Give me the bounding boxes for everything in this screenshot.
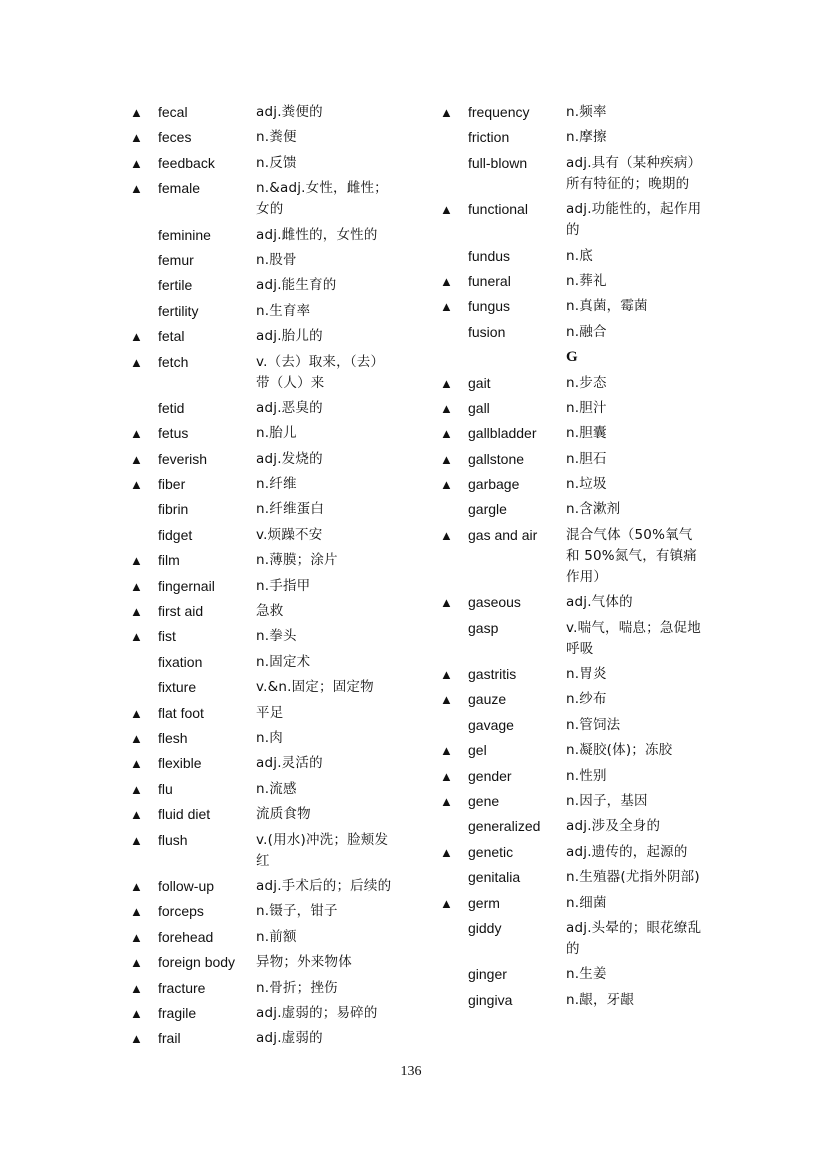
vocabulary-entry [130,952,430,973]
vocabulary-entry [440,271,740,292]
entry-term: flexible [158,755,202,772]
triangle-marker-icon: ▲ [440,426,453,442]
entry-term: gasp [468,619,499,636]
entry-definition: n.真菌，霉菌 [566,298,648,315]
entry-definition: adj.气体的 [566,594,633,611]
entry-definition: adj.能生育的 [256,277,337,294]
entry-term: genitalia [468,869,521,886]
vocabulary-entry [130,102,430,123]
entry-term: gauze [468,691,507,708]
triangle-marker-icon: ▲ [440,743,453,759]
entry-definition: n.生殖器(尤指外阴部) [566,869,700,886]
entry-term: fertility [158,302,199,319]
vocabulary-entry [440,791,740,812]
entry-term: generalized [468,818,541,835]
vocabulary-entry [130,753,430,774]
vocabulary-entry [130,127,430,148]
vocabulary-entry [130,326,430,347]
entry-definition: n.薄膜；涂片 [256,552,338,569]
entry-definition: v.烦躁不安 [256,526,323,543]
triangle-marker-icon: ▲ [130,130,143,146]
vocabulary-entry [440,102,740,123]
triangle-marker-icon: ▲ [130,730,143,746]
triangle-marker-icon: ▲ [440,692,453,708]
entry-definition: n.骨折；挫伤 [256,979,338,996]
vocabulary-entry [440,918,740,960]
triangle-marker-icon: ▲ [440,400,453,416]
entry-definition: n.胎儿 [256,425,297,442]
entry-definition: n.纤维蛋白 [256,501,325,518]
triangle-marker-icon: ▲ [440,299,453,315]
vocabulary-entry [130,677,430,698]
entry-term: gall [468,399,490,416]
vocabulary-entry [130,398,430,419]
vocabulary-entry [130,626,430,647]
triangle-marker-icon: ▲ [130,1005,143,1021]
entry-term: flesh [158,729,188,746]
entry-term: genetic [468,843,514,860]
vocabulary-entry [440,322,740,343]
entry-term: feces [158,129,192,146]
entry-term: fiber [158,476,186,493]
entry-term: fibrin [158,501,189,518]
vocabulary-entry [130,449,430,470]
vocabulary-entry [130,576,430,597]
vocabulary-entry [130,499,430,520]
entry-definition: n.生育率 [256,302,311,319]
entry-term: female [158,180,201,197]
entry-term: gingiva [468,991,513,1008]
entry-term: fusion [468,323,506,340]
entry-definition: adj.功能性的，起作用的 [566,201,702,239]
entry-definition: adj.遗传的，起源的 [566,843,688,860]
triangle-marker-icon: ▲ [440,768,453,784]
vocabulary-entry [130,550,430,571]
triangle-marker-icon: ▲ [130,155,143,171]
entry-definition: n.步态 [566,374,607,391]
triangle-marker-icon: ▲ [130,329,143,345]
entry-term: gender [468,767,512,784]
entry-definition: n.管饲法 [566,716,621,733]
right-column-f-entries [440,102,740,343]
entry-definition: adj.灵活的 [256,755,323,772]
entry-definition: adj.具有（某种疾病）所有特征的；晚期的 [566,154,702,192]
entry-definition: n.凝胶(体)；冻胶 [566,742,673,759]
triangle-marker-icon: ▲ [440,202,453,218]
entry-term: fidget [158,526,193,543]
entry-definition: n.肉 [256,729,283,746]
vocabulary-entry [130,178,430,220]
vocabulary-entry [130,1028,430,1049]
right-column-g-entries [440,373,740,1011]
entry-term: funeral [468,272,511,289]
triangle-marker-icon: ▲ [130,105,143,120]
entry-term: fetid [158,399,185,416]
triangle-marker-icon: ▲ [130,553,143,569]
vocabulary-entry [440,766,740,787]
entry-definition: n.前额 [256,928,297,945]
entry-term: fetal [158,328,185,345]
vocabulary-entry [440,664,740,685]
entry-definition: 流质食物 [256,806,311,823]
entry-term: gel [468,742,487,759]
page-number: 136 [400,1064,422,1079]
triangle-marker-icon: ▲ [440,375,453,391]
entry-term: fetch [158,353,189,370]
triangle-marker-icon: ▲ [130,832,143,848]
vocabulary-entry [130,275,430,296]
triangle-marker-icon: ▲ [130,604,143,620]
vocabulary-entry [440,499,740,520]
entry-definition: n.性别 [566,767,607,784]
entry-term: gallstone [468,450,525,467]
entry-term: fertile [158,277,193,294]
entry-term: fluid diet [158,806,211,823]
entry-term: gastritis [468,666,517,683]
vocabulary-entry [130,978,430,999]
entry-definition: n.手指甲 [256,577,311,594]
entry-term: full-blown [468,154,528,171]
section-letter-heading: G [566,349,578,366]
triangle-marker-icon: ▲ [130,781,143,797]
triangle-marker-icon: ▲ [440,273,453,289]
entry-definition: n.粪便 [256,129,297,146]
triangle-marker-icon: ▲ [130,1031,143,1047]
entry-definition: n.因子，基因 [566,792,648,809]
entry-term: film [158,552,180,569]
entry-definition: n.融合 [566,323,607,340]
entry-definition: n.龈，牙龈 [566,991,635,1008]
entry-term: gaseous [468,594,521,611]
vocabulary-entry [440,153,740,195]
entry-definition: n.细菌 [566,894,607,911]
triangle-marker-icon: ▲ [130,878,143,894]
vocabulary-entry [440,199,740,241]
entry-term: giddy [468,919,502,936]
entry-term: frail [158,1030,181,1047]
vocabulary-entry [130,225,430,246]
triangle-marker-icon: ▲ [440,527,453,543]
triangle-marker-icon: ▲ [130,980,143,996]
vocabulary-entry [130,927,430,948]
vocabulary-entry [440,398,740,419]
vocabulary-entry [130,901,430,922]
triangle-marker-icon: ▲ [130,807,143,823]
vocabulary-entry [440,373,740,394]
vocabulary-entry [130,779,430,800]
entry-term: functional [468,201,528,218]
vocabulary-entry [440,816,740,837]
entry-definition: adj.虚弱的 [256,1030,323,1047]
vocabulary-entry [440,990,740,1011]
entry-term: flush [158,831,188,848]
entry-definition: n.镊子，钳子 [256,903,338,920]
entry-definition: n.胆石 [566,450,607,467]
entry-definition: adj.头晕的；眼花缭乱的 [566,919,702,957]
triangle-marker-icon: ▲ [130,929,143,945]
entry-definition: n.摩擦 [566,129,607,146]
vocabulary-entry [130,525,430,546]
entry-term: frequency [468,104,530,120]
entry-definition: v.(用水)冲洗；脸颊发红 [256,831,389,869]
entry-term: feverish [158,450,208,467]
entry-term: foreign body [158,954,236,971]
triangle-marker-icon: ▲ [440,895,453,911]
vocabulary-entry [440,525,740,588]
vocabulary-entry [440,246,740,267]
triangle-marker-icon: ▲ [440,451,453,467]
entry-definition: adj.手术后的；后续的 [256,877,392,894]
entry-term: gavage [468,716,514,733]
entry-definition: n.胆汁 [566,399,607,416]
triangle-marker-icon: ▲ [130,426,143,442]
vocabulary-entry [130,703,430,724]
vocabulary-entry [130,250,430,271]
vocabulary-entry [440,618,740,660]
entry-term: fingernail [158,577,215,594]
vocabulary-entry [130,301,430,322]
entry-term: feminine [158,226,211,243]
entry-term: follow-up [158,877,215,894]
entry-term: fixation [158,653,203,670]
entry-term: friction [468,129,510,146]
entry-term: gargle [468,501,507,518]
entry-definition: n.频率 [566,104,607,120]
entry-term: femur [158,251,194,268]
entry-term: forehead [158,928,214,945]
entry-definition: v.（去）取来，（去）带（人）来 [256,353,385,391]
vocabulary-entry [440,127,740,148]
entry-definition: n.含漱剂 [566,501,621,518]
entry-definition: v.&n.固定；固定物 [256,679,374,696]
entry-definition: 混合气体（50%氧气和 50%氮气，有镇痛作用） [566,526,697,585]
entry-definition: 异物；外来物体 [256,954,352,971]
entry-definition: n.葬礼 [566,272,607,289]
entry-definition: n.反馈 [256,154,297,171]
triangle-marker-icon: ▲ [130,629,143,645]
entry-definition: n.生姜 [566,966,607,983]
vocabulary-entry [440,842,740,863]
vocabulary-entry [130,153,430,174]
right-column [440,102,740,1015]
entry-definition: adj.虚弱的；易碎的 [256,1004,378,1021]
entry-definition: n.股骨 [256,251,297,268]
entry-definition: n.固定术 [256,653,311,670]
triangle-marker-icon: ▲ [440,793,453,809]
vocabulary-entry [440,740,740,761]
vocabulary-entry [130,728,430,749]
entry-term: garbage [468,476,520,493]
entry-term: first aid [158,603,204,620]
entry-term: flu [158,780,173,797]
entry-definition: n.&adj.女性，雌性；女的 [256,180,388,218]
entry-definition: adj.涉及全身的 [566,818,661,835]
entry-definition: 急救 [256,603,284,620]
triangle-marker-icon: ▲ [440,667,453,683]
left-column [130,102,430,1054]
entry-term: fecal [158,104,188,120]
entry-term: gene [468,792,500,809]
triangle-marker-icon: ▲ [440,105,453,120]
entry-definition: adj.恶臭的 [256,399,323,416]
vocabulary-entry [130,474,430,495]
vocabulary-entry [130,804,430,825]
triangle-marker-icon: ▲ [130,705,143,721]
triangle-marker-icon: ▲ [440,477,453,493]
entry-term: fragile [158,1004,197,1021]
entry-definition: adj.粪便的 [256,104,323,120]
entry-term: fungus [468,298,511,315]
vocabulary-entry [440,423,740,444]
entry-definition: n.底 [566,247,593,264]
entry-definition: 平足 [256,704,284,721]
triangle-marker-icon: ▲ [130,354,143,370]
vocabulary-entry [130,1003,430,1024]
triangle-marker-icon: ▲ [440,844,453,860]
entry-term: fracture [158,979,206,996]
entry-definition: adj.雌性的，女性的 [256,226,378,243]
triangle-marker-icon: ▲ [130,904,143,920]
vocabulary-entry [440,867,740,888]
vocabulary-entry [440,715,740,736]
entry-term: gallbladder [468,425,537,442]
entry-term: feedback [158,154,215,171]
entry-term: gas and air [468,526,538,543]
vocabulary-entry [440,296,740,317]
vocabulary-entry [130,601,430,622]
entry-definition: n.垃圾 [566,476,607,493]
entry-definition: n.流感 [256,780,297,797]
entry-definition: adj.胎儿的 [256,328,323,345]
vocabulary-entry [440,449,740,470]
triangle-marker-icon: ▲ [130,578,143,594]
vocabulary-entry [130,423,430,444]
entry-definition: n.纤维 [256,476,297,493]
entry-definition: v.喘气，喘息；急促地呼吸 [566,619,701,657]
entry-term: fixture [158,679,197,696]
entry-definition: n.拳头 [256,628,297,645]
entry-definition: adj.发烧的 [256,450,323,467]
entry-term: ginger [468,966,507,983]
vocabulary-entry [130,652,430,673]
vocabulary-entry [130,876,430,897]
triangle-marker-icon: ▲ [130,756,143,772]
entry-term: flat foot [158,704,204,721]
triangle-marker-icon: ▲ [130,181,143,197]
triangle-marker-icon: ▲ [130,477,143,493]
entry-definition: n.胆囊 [566,425,607,442]
entry-term: fundus [468,247,511,264]
vocabulary-entry [130,830,430,872]
entry-term: gait [468,374,491,391]
entry-term: germ [468,894,500,911]
vocabulary-entry [440,592,740,613]
vocabulary-entry [440,474,740,495]
vocabulary-entry [440,893,740,914]
triangle-marker-icon: ▲ [440,595,453,611]
triangle-marker-icon: ▲ [130,955,143,971]
vocabulary-entry [130,352,430,394]
entry-definition: n.纱布 [566,691,607,708]
entry-definition: n.胃炎 [566,666,607,683]
entry-term: forceps [158,903,204,920]
entry-term: fist [158,628,176,645]
vocabulary-entry [440,964,740,985]
entry-term: fetus [158,425,189,442]
triangle-marker-icon: ▲ [130,451,143,467]
vocabulary-entry [440,689,740,710]
